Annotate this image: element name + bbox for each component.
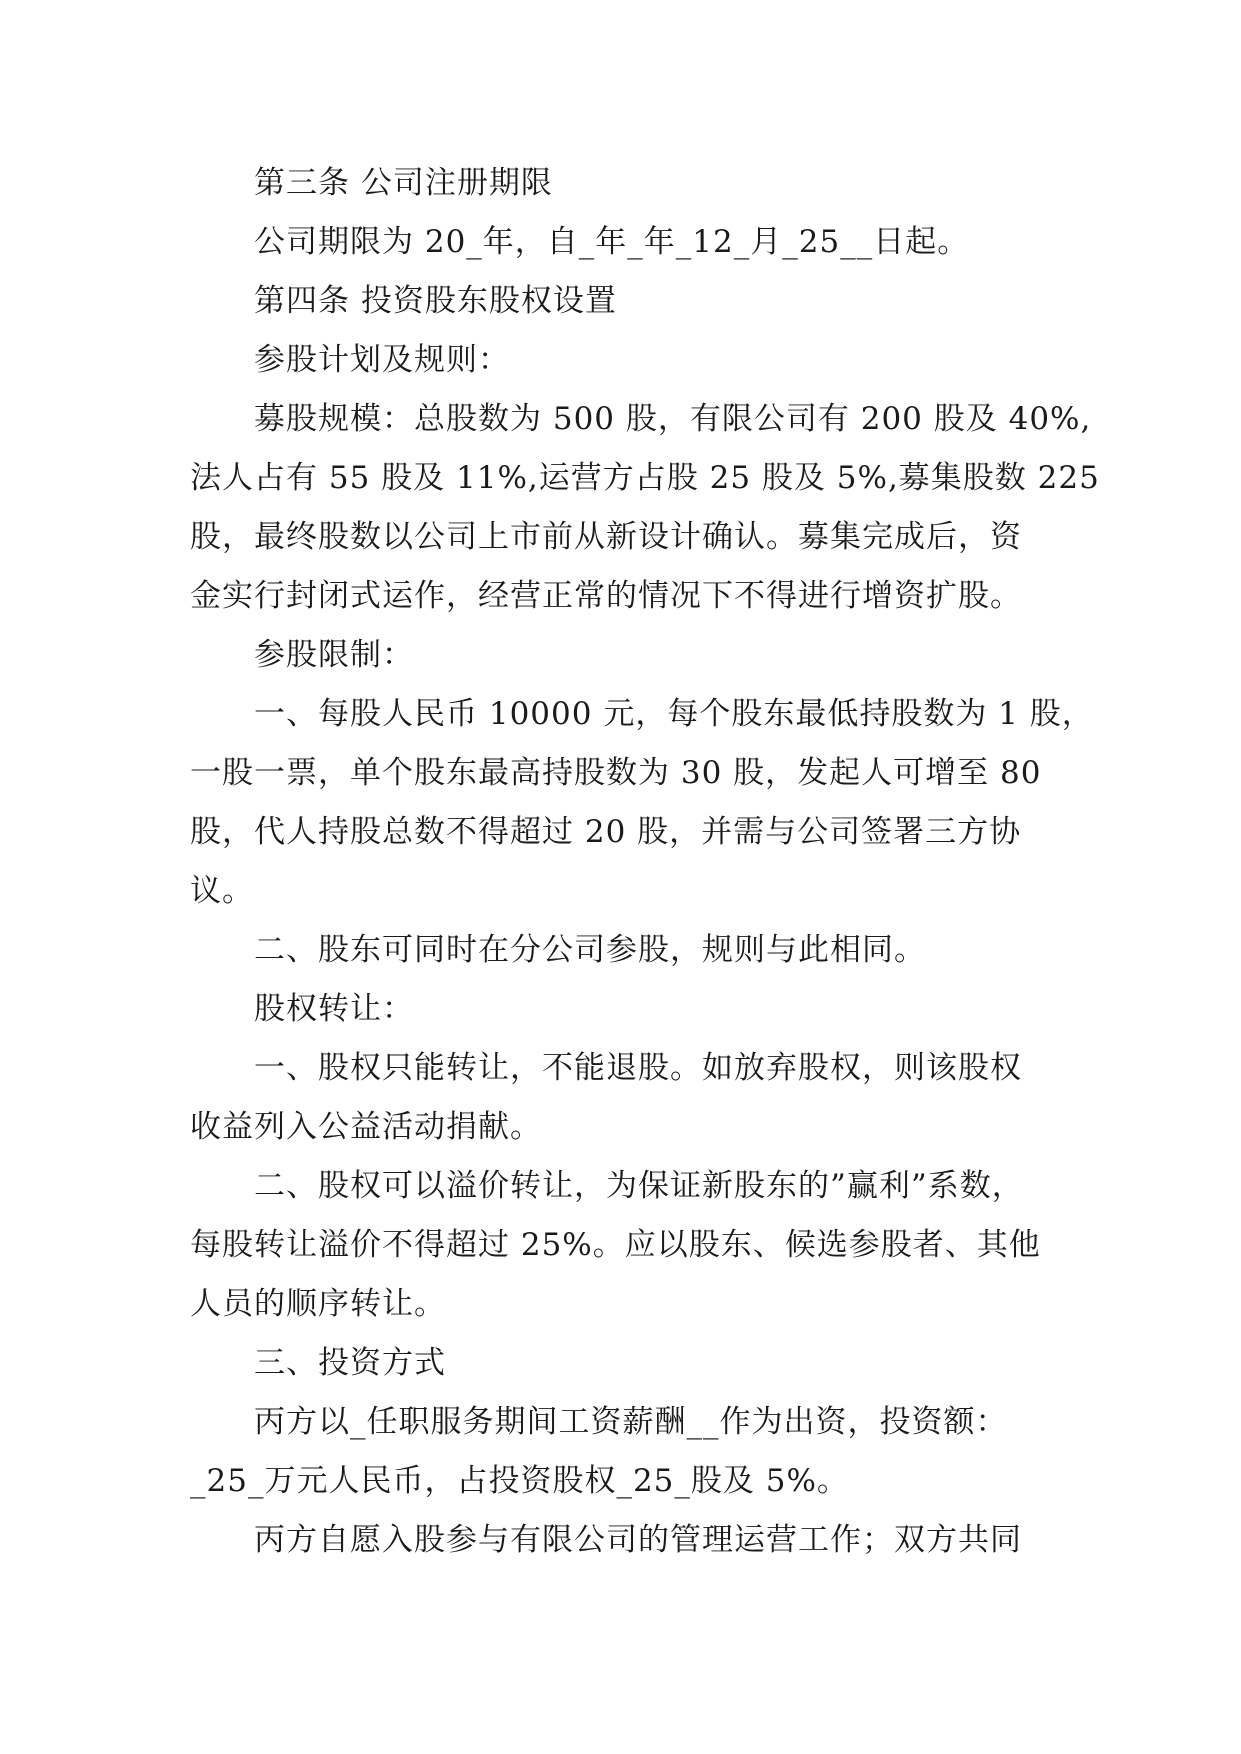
paragraph-line: 收益列入公益活动捐献。 [190,1109,542,1145]
section-heading: 参股限制： [254,637,414,673]
paragraph-line: _25_万元人民币，占投资股权_25_股及 5%。 [190,1463,849,1499]
paragraph-line: 公司期限为 20_年，自_年_年_12_月_25__日起。 [254,224,970,260]
section-heading: 股权转让： [254,991,414,1027]
paragraph-line: 丙方以_任职服务期间工资薪酬__作为出资，投资额： [254,1404,1008,1440]
paragraph-line: 金实行封闭式运作，经营正常的情况下不得进行增资扩股。 [190,578,1022,614]
paragraph-line: 股，代人持股总数不得超过 20 股，并需与公司签署三方协 [190,814,1022,850]
paragraph-line: 二、股权可以溢价转让，为保证新股东的”赢利”系数， [254,1168,1024,1204]
paragraph-line: 一股一票，单个股东最高持股数为 30 股，发起人可增至 80 [190,755,1042,791]
paragraph-line: 人员的顺序转让。 [190,1286,446,1322]
article-4-heading: 第四条 投资股东股权设置 [254,283,617,319]
section-heading: 三、投资方式 [254,1345,446,1381]
paragraph-line: 股，最终股数以公司上市前从新设计确认。募集完成后，资 [190,519,1022,555]
paragraph-line: 募股规模：总股数为 500 股，有限公司有 200 股及 40%, [254,401,1092,437]
paragraph-line: 一、股权只能转让，不能退股。如放弃股权，则该股权 [254,1050,1022,1086]
paragraph-line: 丙方自愿入股参与有限公司的管理运营工作；双方共同 [254,1522,1022,1558]
article-3-heading: 第三条 公司注册期限 [254,165,553,201]
paragraph-line: 法人占有 55 股及 11%,运营方占股 25 股及 5%,募集股数 225 [190,460,1100,496]
paragraph-line: 每股转让溢价不得超过 25%。应以股东、候选参股者、其他 [190,1227,1041,1263]
paragraph-line: 议。 [190,873,254,909]
section-heading: 参股计划及规则： [254,342,510,378]
paragraph-line: 一、每股人民币 10000 元，每个股东最低持股数为 1 股， [254,696,1094,732]
paragraph-line: 二、股东可同时在分公司参股，规则与此相同。 [254,932,926,968]
